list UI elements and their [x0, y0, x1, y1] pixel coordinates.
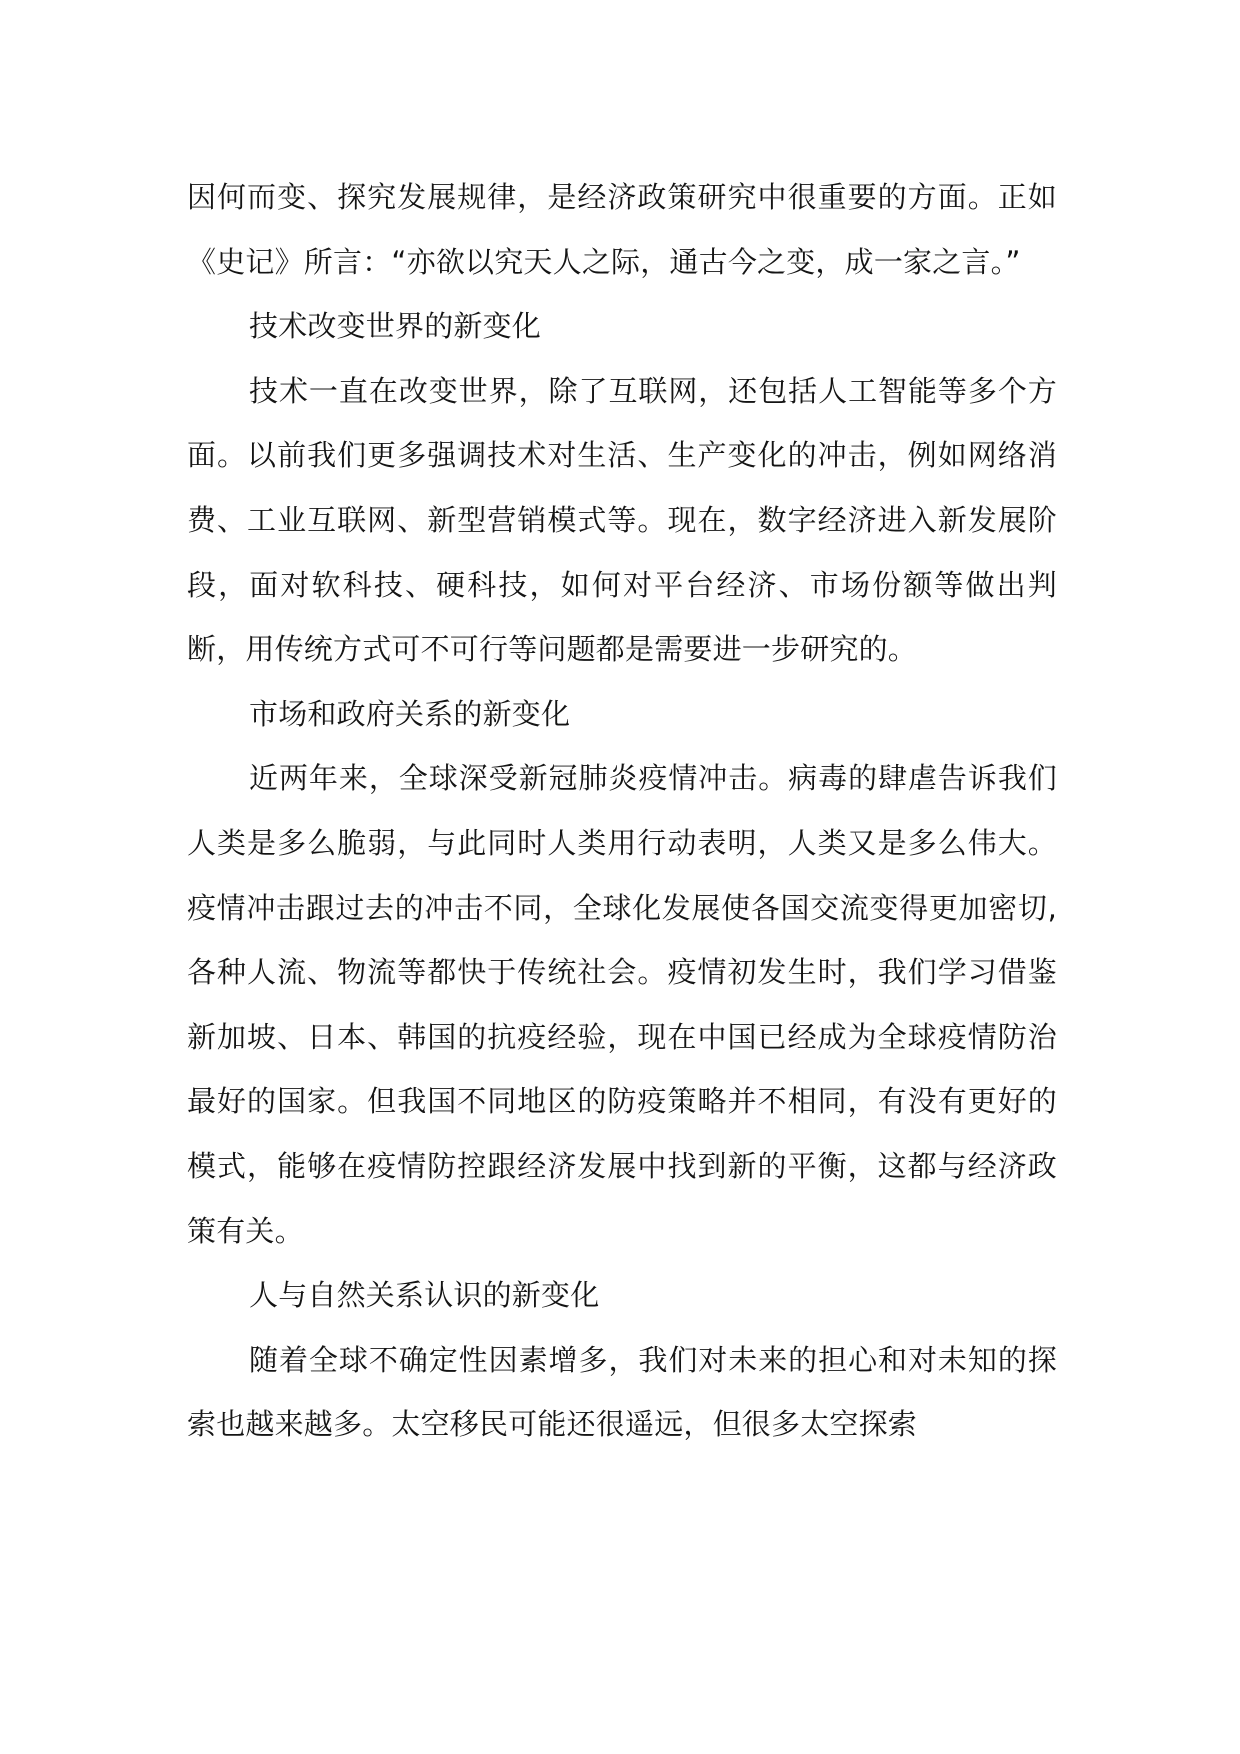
section-heading-technology: 技术改变世界的新变化: [249, 309, 542, 344]
paragraph-intro-continued: 因何而变、探究发展规律，是经济政策研究中很重要的方面。正如《史记》所言：“亦欲以究天人之际，通古今之变，成一家之言。”: [187, 180, 1057, 279]
paragraph-human-nature: 随着全球不确定性因素增多，我们对未来的担心和对未知的探索也越来越多。太空移民可能还很遥远，但很多太空探索: [187, 1342, 1057, 1442]
section-heading-market-government: 市场和政府关系的新变化: [249, 696, 571, 731]
paragraph-market-government: 近两年来，全球深受新冠肺炎疫情冲击。病毒的肆虐告诉我们人类是多么脆弱，与此同时人类用行动表明，人类又是多么伟大。疫情冲击跟过去的冲击不同，全球化发展使各国交流变得更加密切,各种人流、物流等都快于传统社会。疫情初发生时，我们学习借鉴新加坡、日本、韩国的抗疫经验，现在中国已经成为全球疫情防治最好的国家。但我国不同地区的防疫策略并不相同，有没有更好的模式，能够在疫情防控跟经济发展中找到新的平衡，这都与经济政策有关。: [187, 761, 1057, 1248]
paragraph-technology: 技术一直在改变世界，除了互联网，还包括人工智能等多个方面。以前我们更多强调技术对生活、生产变化的冲击，例如网络消费、工业互联网、新型营销模式等。现在，数字经济进入新发展阶段，面对软科技、硬科技，如何对平台经济、市场份额等做出判断，用传统方式可不可行等问题都是需要进一步研究的。: [187, 373, 1057, 667]
section-heading-human-nature: 人与自然关系认识的新变化: [249, 1278, 600, 1313]
body-text: [187, 165, 1057, 1457]
